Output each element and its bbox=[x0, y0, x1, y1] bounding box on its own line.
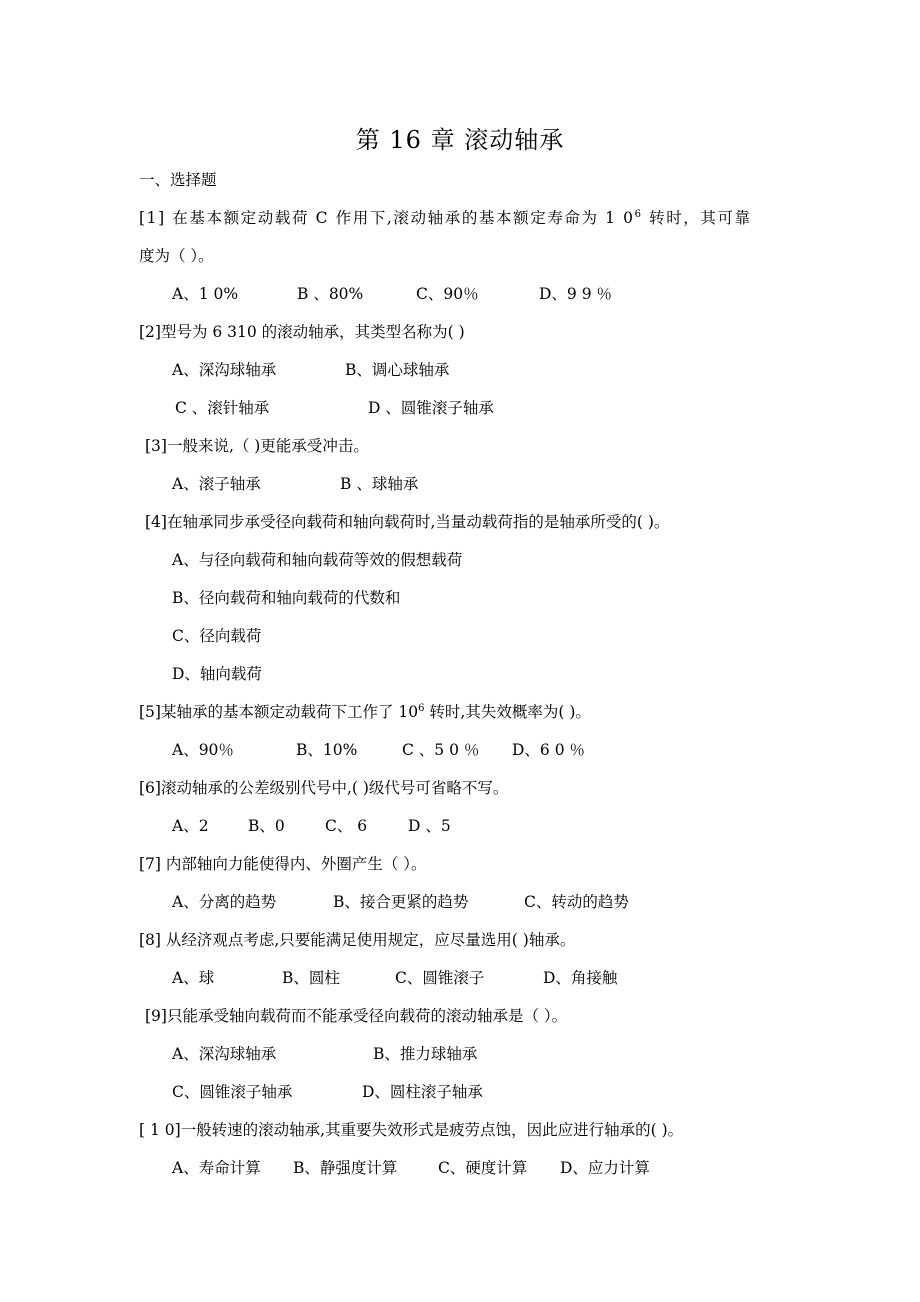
question-1-stem-cont: 度为（ ）。 bbox=[139, 247, 214, 265]
option-a: A、深沟球轴承 bbox=[172, 1045, 277, 1063]
option-c: C、硬度计算 bbox=[438, 1159, 528, 1177]
option-c: C、 6 bbox=[325, 817, 368, 835]
question-2-stem: [2]型号为 6 310 的滚动轴承，其类型名称为( ) bbox=[139, 323, 465, 341]
question-8-options bbox=[0, 968, 920, 988]
option-d: D、圆柱滚子轴承 bbox=[362, 1083, 483, 1101]
option-b: B、0 bbox=[248, 817, 285, 835]
chapter-title: 第 16 章 滚动轴承 bbox=[355, 126, 565, 154]
question-7-stem: [7] 内部轴向力能使得内、外圈产生（ ）。 bbox=[139, 855, 427, 873]
question-9-stem: [9]只能承受轴向载荷而不能承受径向载荷的滚动轴承是（ ）。 bbox=[145, 1007, 568, 1025]
question-9-options bbox=[0, 1044, 920, 1064]
question-7-options bbox=[0, 892, 920, 912]
question-4-stem: [4]在轴承同步承受径向载荷和轴向载荷时,当量动载荷指的是轴承所受的( )。 bbox=[145, 513, 670, 531]
option-a: A、90％ bbox=[172, 741, 234, 759]
option-b: B、圆柱 bbox=[282, 969, 340, 987]
option-a: A、深沟球轴承 bbox=[172, 361, 277, 379]
section-heading: 一、选择题 bbox=[139, 171, 217, 189]
question-10-options bbox=[0, 1158, 920, 1178]
option-b: B、静强度计算 bbox=[293, 1159, 398, 1177]
option-a: A、2 bbox=[172, 817, 209, 835]
question-4-option-a: A、与径向载荷和轴向载荷等效的假想载荷 bbox=[172, 551, 463, 569]
question-1-stem: [1] 在基本额定动载荷 C 作用下,滚动轴承的基本额定寿命为 1 $0^6$ 转时，其可靠 bbox=[139, 208, 752, 227]
option-c: C、圆锥滚子 bbox=[395, 969, 485, 987]
question-4-option-c: C、径向载荷 bbox=[172, 627, 262, 645]
option-d: D、应力计算 bbox=[560, 1159, 650, 1177]
option-d: D、6 0 ％ bbox=[512, 741, 586, 759]
option-d: D、角接触 bbox=[543, 969, 618, 987]
question-5-stem: [5]某轴承的基本额定动载荷下工作了 $10^6$ 转时,其失效概率为( )。 bbox=[139, 702, 591, 721]
question-1-options bbox=[0, 284, 920, 304]
option-b: B、推力球轴承 bbox=[373, 1045, 478, 1063]
option-a: A、分离的趋势 bbox=[172, 893, 277, 911]
question-3-options bbox=[0, 474, 920, 494]
option-c: C、转动的趋势 bbox=[524, 893, 629, 911]
question-6-options bbox=[0, 816, 920, 836]
option-b: B、接合更紧的趋势 bbox=[333, 893, 469, 911]
option-a: A、滚子轴承 bbox=[172, 475, 261, 493]
option-c: C、90％ bbox=[416, 285, 479, 303]
option-d: D 、5 bbox=[408, 817, 451, 835]
option-b: B 、80% bbox=[297, 285, 364, 303]
question-9-options-row2 bbox=[0, 1082, 920, 1102]
option-b: B、10% bbox=[296, 741, 358, 759]
question-3-stem: [3]一般来说,（ )更能承受冲击。 bbox=[145, 437, 369, 455]
option-d: D 、圆锥滚子轴承 bbox=[368, 399, 494, 417]
question-2-options bbox=[0, 360, 920, 380]
question-6-stem: [6]滚动轴承的公差级别代号中,( )级代号可省略不写。 bbox=[139, 779, 509, 797]
question-4-option-b: B、径向载荷和轴向载荷的代数和 bbox=[172, 589, 401, 607]
question-10-stem: [ 1 0]一般转速的滚动轴承,其重要失效形式是疲劳点蚀，因此应进行轴承的( )。 bbox=[139, 1121, 684, 1139]
option-c: C、圆锥滚子轴承 bbox=[172, 1083, 293, 1101]
option-a: A、球 bbox=[172, 969, 215, 987]
option-a: A、1 0% bbox=[172, 285, 239, 303]
question-5-options bbox=[0, 740, 920, 760]
option-b: B 、球轴承 bbox=[340, 475, 419, 493]
option-d: D、9 9 ％ bbox=[539, 285, 613, 303]
question-4-option-d: D、轴向载荷 bbox=[172, 665, 262, 683]
question-2-options-row2 bbox=[0, 398, 920, 418]
option-c: C 、滚针轴承 bbox=[175, 399, 270, 417]
option-c: C 、5 0 ％ bbox=[402, 741, 480, 759]
question-8-stem: [8] 从经济观点考虑,只要能满足使用规定，应尽量选用( )轴承。 bbox=[139, 931, 576, 949]
option-b: B、调心球轴承 bbox=[345, 361, 450, 379]
option-a: A、寿命计算 bbox=[172, 1159, 261, 1177]
